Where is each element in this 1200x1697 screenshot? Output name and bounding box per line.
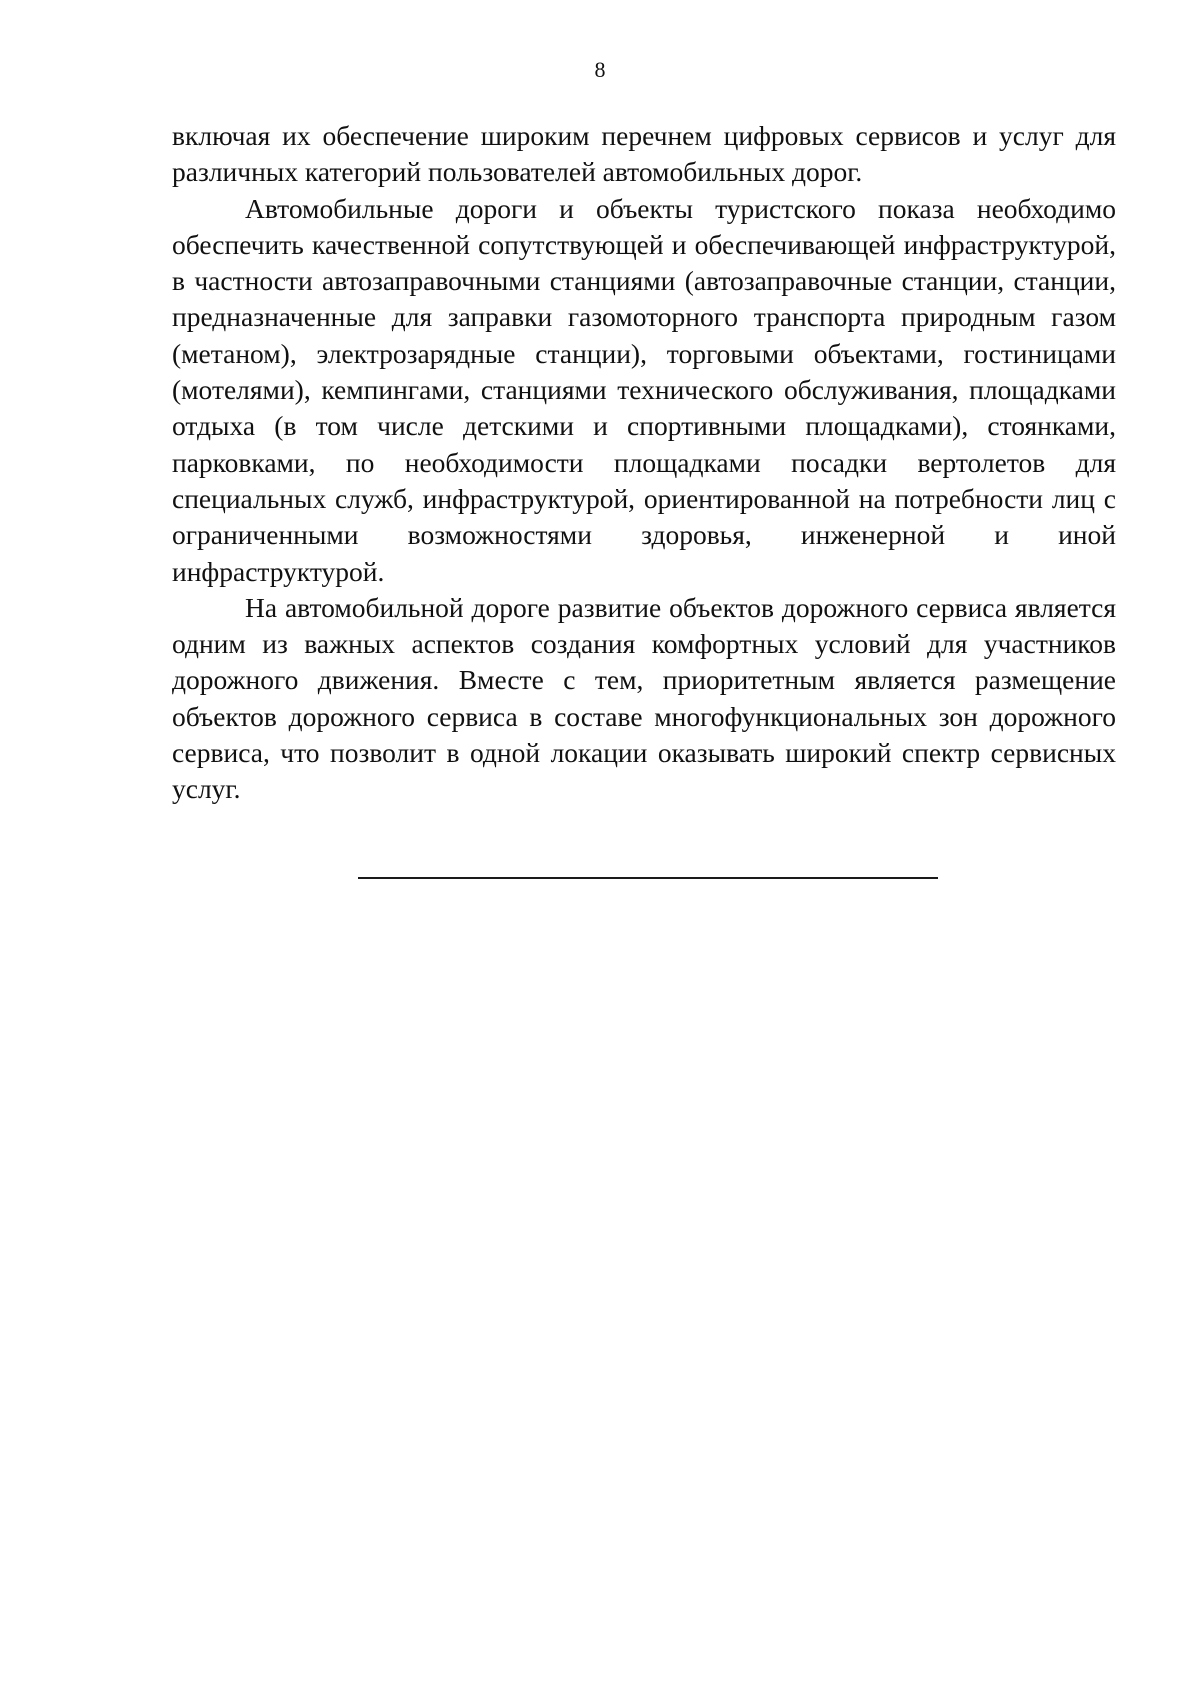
paragraph-infrastructure: Автомобильные дороги и объекты туристского показа необходимо обеспечить качественной сопутствующей и обеспечивающей инфраструктурой, в частности автозаправочными станциями (автозаправочные станции, станции, предназначенные для заправки газомоторного транспорта природным газом (метаном), электрозарядные станции), торговыми объектами, гостиницами (мотелями), кемпингами, станциями технического обслуживания, площадками отдыха (в том числе детскими и спортивными площадками), стоянками, парковками, по необходимости площадками посадки вертолетов для специальных служб, инфраструктурой, ориентированной на потребности лиц с ограниченными возможностями здоровья, инженерной и иной инфраструктурой. xyxy=(172,192,1116,587)
page-number: 8 xyxy=(594,57,606,82)
paragraph-road-service: На автомобильной дороге развитие объектов дорожного сервиса является одним из важных аспектов создания комфортных условий для участников дорожного движения. Вместе с тем, приоритетным является размещение объектов дорожного сервиса в составе многофункциональных зон дорожного сервиса, что позволит в одной локации оказывать широкий спектр сервисных услуг. xyxy=(172,591,1116,805)
body-text xyxy=(172,118,1116,808)
paragraph-continuation: включая их обеспечение широким перечнем цифровых сервисов и услуг для различных категорий пользователей автомобильных дорог. xyxy=(172,120,1116,188)
end-of-document-rule xyxy=(358,877,938,879)
